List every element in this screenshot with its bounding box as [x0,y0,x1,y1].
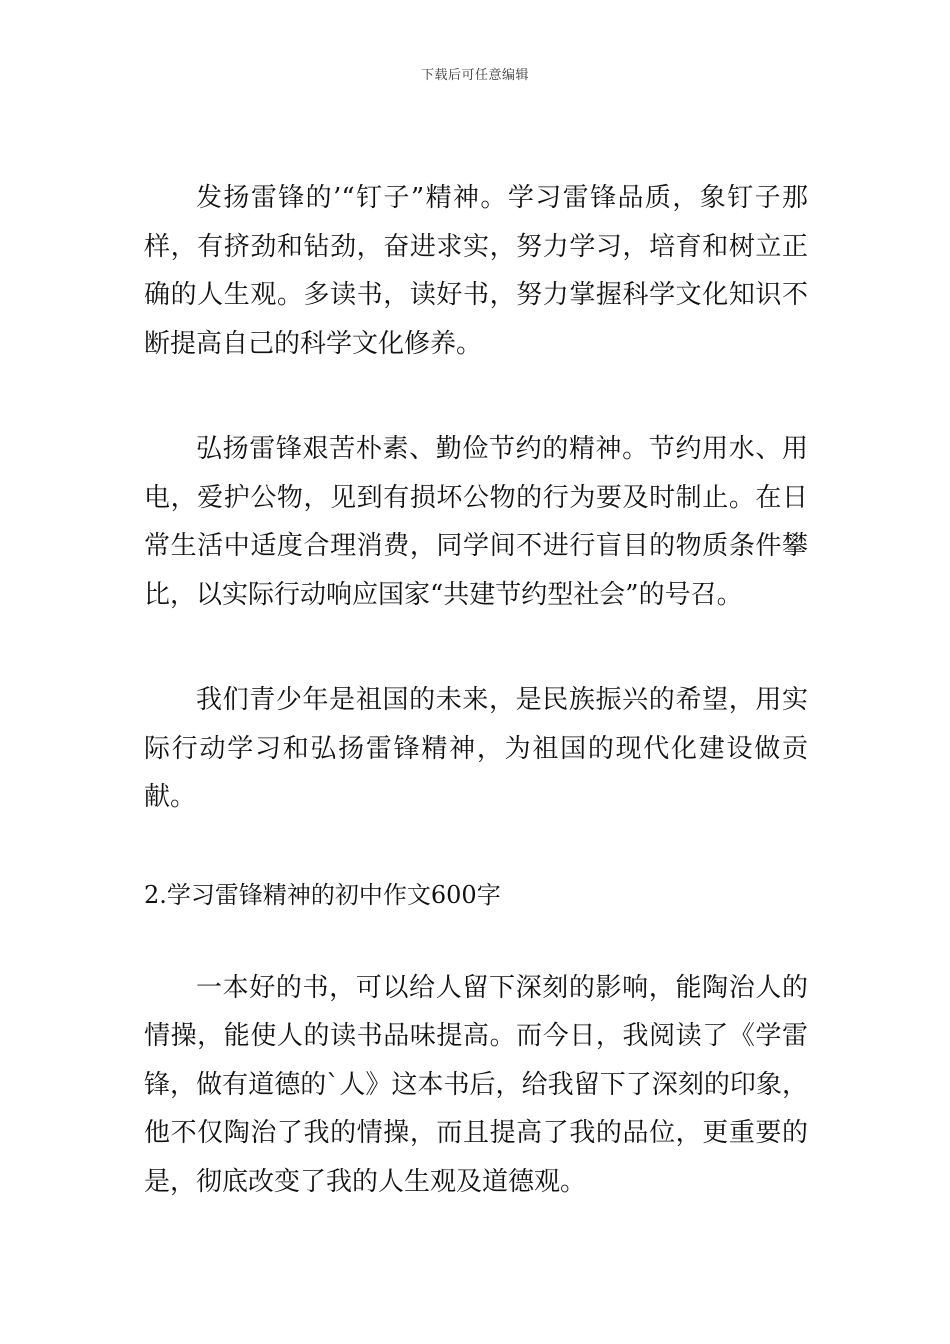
paragraph-youth-future: 我们青少年是祖国的未来，是民族振兴的希望，用实际行动学习和弘扬雷锋精神，为祖国的现代化建设做贡献。 [144,685,808,812]
page-header: 下载后可任意编辑 [420,68,529,83]
section-heading: 2.学习雷锋精神的初中作文600字 [144,880,501,909]
document-body [144,174,808,1263]
paragraph-good-book: 一本好的书，可以给人留下深刻的影响，能陶治人的情操，能使人的读书品味提高。而今日，我阅读了《学雷锋，做有道德的`人》这本书后，给我留下了深刻的印象，他不仅陶治了我的情操，而且提高了我的品位，更重要的是，彻底改变了我的人生观及道德观。 [144,972,808,1197]
paragraph-lei-feng-nail-spirit: 发扬雷锋的’“钉子”精神。学习雷锋品质，象钉子那样，有挤劲和钻劲，奋进求实，努力学习，培育和树立正确的人生观。多读书，读好书，努力掌握科学文化知识不断提高自己的科学文化修养。 [144,183,808,359]
paragraph-lei-feng-thrift: 弘扬雷锋艰苦朴素、勤俭节约的精神。节约用水、用电，爱护公物，见到有损坏公物的行为要及时制止。在日常生活中适度合理消费，同学间不进行盲目的物质条件攀比，以实际行动响应国家“共建节约型社会”的号召。 [144,434,808,610]
